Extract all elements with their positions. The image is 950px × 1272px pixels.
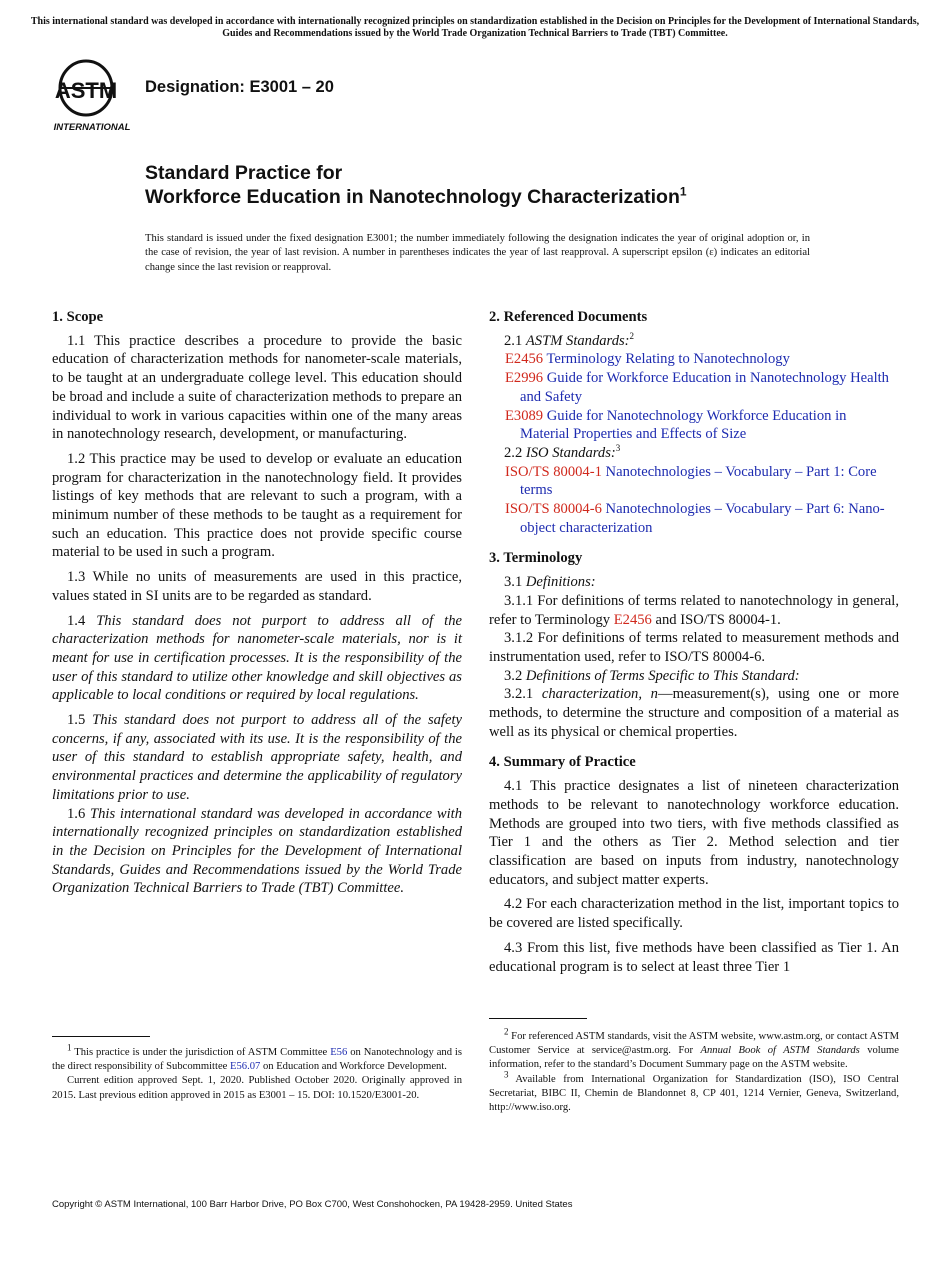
astm-logo-text: INTERNATIONAL [53, 122, 131, 133]
summary-4-2: 4.2 For each characterization method in the list, important topics to be covered are listed specifically. [489, 896, 899, 932]
astm-standards-sup: 2 [629, 330, 635, 341]
footnote-2-a: For referenced ASTM standards, visit the ASTM website, www.astm.org, or contact ASTM Customer Service at service@astm.org. For [489, 1031, 899, 1057]
specific-definitions-num: 3.2 [504, 667, 526, 684]
term-3-1-1-b: and ISO/TS 80004-1. [651, 611, 781, 628]
scope-1-5-num: 1.5 [67, 712, 93, 729]
title-footnote-marker: 1 [679, 184, 687, 199]
right-column [489, 308, 899, 976]
ref-item[interactable] [489, 500, 899, 537]
footnote-1-link-e56[interactable]: E56 [330, 1047, 348, 1058]
ref-code-link[interactable]: E2996 [505, 370, 544, 387]
summary-heading: 4. Summary of Practice [489, 754, 636, 771]
iso-standards-text: ISO Standards: [525, 444, 616, 461]
scope-1-5 [52, 711, 462, 805]
footnote-2-sup: 2 [504, 1026, 509, 1037]
issued-note: This standard is issued under the fixed designation E3001; the number immediately following the designation indicates the year of original adoption or, in the case of revision, the year of last revision. A number in parentheses indicates the year of last reapproval. A superscript epsilon (ε) indicates an editorial change since the last revision or reapproval. [145, 233, 810, 273]
scope-heading: 1. Scope [52, 309, 104, 325]
footnotes-left [52, 1042, 462, 1103]
definitions-label [489, 573, 899, 592]
scope-1-6-num: 1.6 [67, 805, 91, 822]
astm-standards-label [489, 332, 899, 351]
ref-code-link[interactable]: E2456 [505, 351, 544, 368]
astm-logo [52, 58, 136, 134]
iso-standards-sup: 3 [615, 443, 621, 454]
ref-title-link[interactable]: Terminology Relating to Nanotechnology [546, 351, 790, 368]
footnote-1-a: This practice is under the jurisdiction of ASTM Committee [71, 1047, 331, 1058]
referenced-heading: 2. Referenced Documents [489, 309, 648, 325]
term-3-2-1-num: 3.2.1 [504, 686, 542, 703]
ref-title-link[interactable]: Guide for Workforce Education in Nanotechnology Health and Safety [520, 370, 889, 405]
footnote-2-b: volume information, refer to the standard’s Document Summary page on the ASTM website. [489, 1045, 899, 1071]
copyright: Copyright © ASTM International, 100 Barr Harbor Drive, PO Box C700, West Conshohocken, PA 19428-2959. United States [52, 1199, 573, 1210]
footnote-rule-left [52, 1036, 150, 1037]
astm-standards-text: ASTM Standards: [525, 332, 630, 349]
ref-code-link[interactable]: ISO/TS 80004-1 [505, 463, 602, 480]
scope-1-4-text: This standard does not purport to address all of the characterization methods for nanometer-scale materials, nor is it meant for use in certification processes. It is the responsibility of the user of this standard to utilize other knowledge and skill objectives as applicable to local conditions or required by local regulations. [52, 612, 462, 704]
ref-title-link[interactable]: Nanotechnologies – Vocabulary – Part 1: Core terms [520, 463, 877, 499]
ref-item[interactable] [489, 407, 899, 444]
iso-standards-num: 2.2 [504, 444, 526, 461]
footnote-2-ital: Annual Book of ASTM Standards [700, 1045, 860, 1057]
footnote-1-link-e5607[interactable]: E56.07 [230, 1061, 261, 1073]
standard-banner: This international standard was developed in accordance with internationally recognized principles on standardization established in the Decision on Principles for the Development of International Standards, Guides and Recommendations issued by the World Trade Organization Technical Barriers to Trade (TBT) Committee. [30, 16, 920, 39]
footnote-rule-right [489, 1018, 587, 1019]
footnote-3-sup: 3 [504, 1069, 509, 1080]
title-line-2 [145, 185, 687, 209]
term-3-2-1 [489, 685, 899, 741]
footnote-1-c: on Education and Workforce Development. [260, 1061, 447, 1073]
term-3-1-1-a: 3.1.1 For definitions of terms related to nanotechnology in general, refer to Terminology [489, 592, 899, 628]
footnote-3-text: Available from International Organization for Standardization (ISO), ISO Central Secretariat, BIBC II, Chemin de Blandonnet 8, CP 401, 1214 Vernier, Geneva, Switzerland, http://www.iso.org. [489, 1073, 899, 1114]
term-3-1-2: 3.1.2 For definitions of terms related to measurement methods and instrumentation used, refer to ISO/TS 80004-6. [489, 630, 899, 665]
astm-standards-num: 2.1 [504, 332, 526, 349]
footnotes-right [489, 1026, 899, 1115]
scope-1-6 [52, 805, 462, 899]
summary-4-3: 4.3 From this list, five methods have been classified as Tier 1. An educational program is to select at least three Tier 1 [489, 939, 899, 975]
ref-item[interactable] [489, 463, 899, 500]
ref-title-link[interactable]: Guide for Nanotechnology Workforce Education in Material Properties and Effects of Size [520, 407, 847, 443]
astm-logo-mark: ASTM [54, 78, 118, 103]
definitions-num: 3.1 [504, 574, 526, 591]
terminology-heading: 3. Terminology [489, 550, 583, 567]
ref-code-link[interactable]: E3089 [505, 407, 544, 424]
ref-item[interactable] [489, 350, 899, 369]
ref-code-link[interactable]: ISO/TS 80004-6 [505, 501, 602, 518]
title-line-1: Standard Practice for [145, 162, 343, 184]
footnote-1-edition: Current edition approved Sept. 1, 2020. Published October 2020. Originally approved in 2015. Last previous edition approved in 2015 as E3001 – 15. DOI: 10.1520/E3001-20. [52, 1075, 462, 1101]
specific-definitions-text: Definitions of Terms Specific to This Standard: [525, 667, 800, 684]
scope-1-4 [52, 612, 462, 706]
term-3-1-1 [489, 592, 899, 629]
iso-standards-label [489, 444, 899, 463]
footnote-3 [489, 1069, 899, 1116]
scope-1-5-text: This standard does not purport to address all of the safety concerns, if any, associated with its use. It is the responsibility of the user of this standard to establish appropriate safety, health, and environmental practices and determine the applicability of regulatory limitations prior to use. [52, 712, 462, 803]
scope-1-4-num: 1.4 [67, 612, 97, 629]
section-spacer [489, 537, 899, 549]
title-line-2-text: Workforce Education in Nanotechnology Characterization [145, 186, 680, 208]
scope-1-3: 1.3 While no units of measurements are used in this practice, values stated in SI units are to be regarded as standard. [52, 569, 462, 604]
left-column [52, 308, 462, 898]
ref-title-link[interactable]: Nanotechnologies – Vocabulary – Part 6: Nano-object characterization [520, 501, 885, 536]
term-3-2-1-def: —measurement(s), using one or more methods, to determine the structure and composition of a material as well as its physical or chemical properties. [489, 686, 899, 740]
page-title [145, 161, 687, 209]
term-3-1-1-link[interactable]: E2456 [613, 611, 652, 628]
summary-4-1: 4.1 This practice designates a list of nineteen characterization methods to be relevant to nanotechnology workforce education. Methods are grouped into two tiers, with five methods classified as Tier 1 and the others as Tier 2. Method selection and tier classification are based on inputs from industry, nanotechnology educators, and subject matter experts. [489, 778, 899, 888]
definitions-text: Definitions: [525, 574, 596, 591]
term-3-2-1-term: characterization, n [541, 686, 658, 703]
footnote-1-b: on Nanotechnology and is the direct responsibility of Subcommittee [52, 1047, 462, 1073]
specific-definitions-label [489, 667, 899, 686]
designation: Designation: E3001 – 20 [145, 78, 334, 96]
scope-1-6-text: This international standard was developed in accordance with internationally recognized principles on standardization established in the Decision on Principles for the Development of International Standards, Guides and Recommendations issued by the World Trade Organization Technical Barriers to Trade (TBT) Committee. [52, 805, 463, 897]
footnote-1-sup: 1 [67, 1042, 72, 1053]
section-spacer [489, 741, 899, 753]
scope-1-2: 1.2 This practice may be used to develop or evaluate an education program for characterization in the nanotechnology field. It provides listings of key methods that are relevant to such a program, with a minimum number of these methods to be taught as a requirement for such an education. This practice does not provide specific course material to be used in such a program. [52, 450, 462, 561]
footnote-1 [52, 1042, 462, 1074]
ref-item[interactable] [489, 369, 899, 406]
scope-1-1: 1.1 This practice describes a procedure to provide the basic education of characterization methods for nanometer-scale materials, to be taught at an undergraduate college level. This education should be broad and include a suite of characterization methods to prepare an individual to work in various capacities within one of the many areas in nanotechnology research, development, or manufacturing. [52, 332, 462, 443]
footnote-2 [489, 1026, 899, 1073]
